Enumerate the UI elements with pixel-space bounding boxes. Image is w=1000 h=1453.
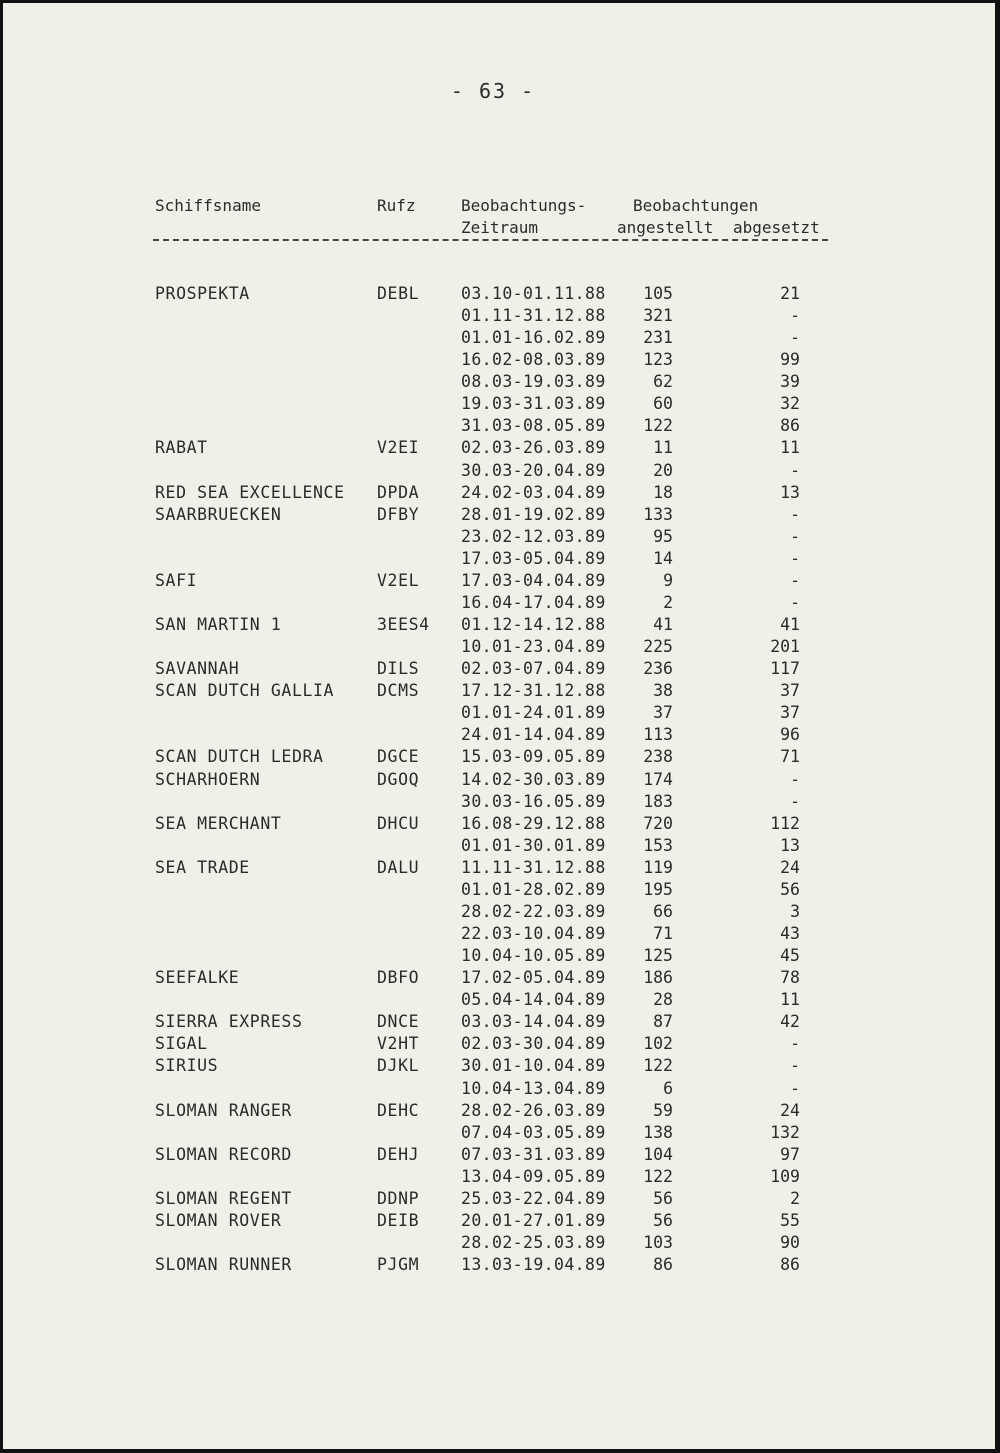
table-row <box>3 482 983 504</box>
observations-taken: 41 <box>653 615 673 635</box>
observations-taken: 28 <box>653 990 673 1010</box>
call-sign: DILS <box>377 659 420 679</box>
observations-sent: - <box>790 791 800 811</box>
observation-period: 07.04-03.05.89 <box>461 1122 606 1142</box>
observations-sent: 56 <box>780 879 800 899</box>
observations-taken: 2 <box>663 592 673 612</box>
observations-taken: 113 <box>643 725 673 745</box>
observations-taken: 95 <box>653 526 673 546</box>
ship-name: SAN MARTIN 1 <box>155 615 282 635</box>
observations-taken: 71 <box>653 924 673 944</box>
observation-period: 23.02-12.03.89 <box>461 526 606 546</box>
table-row <box>3 813 983 835</box>
observations-taken: 37 <box>653 703 673 723</box>
ship-name: SIRIUS <box>155 1056 219 1076</box>
call-sign: DEBL <box>377 284 420 303</box>
table-row <box>3 349 983 371</box>
ship-name: SLOMAN RANGER <box>155 1100 292 1120</box>
observation-period: 08.03-19.03.89 <box>461 372 606 392</box>
observations-taken: 103 <box>643 1233 673 1252</box>
call-sign: DCMS <box>377 681 420 701</box>
observations-sent: - <box>790 526 800 546</box>
observation-period: 15.03-09.05.89 <box>461 747 606 767</box>
observation-period: 24.02-03.04.89 <box>461 482 606 502</box>
observations-sent: 86 <box>780 416 800 436</box>
table-row <box>3 989 983 1011</box>
observations-taken: 122 <box>643 1166 673 1186</box>
observation-period: 01.01-24.01.89 <box>461 703 606 723</box>
table-row <box>3 460 983 482</box>
call-sign: DFBY <box>377 504 420 524</box>
table-row <box>3 1210 983 1232</box>
observations-sent: 42 <box>780 1012 800 1032</box>
table-row <box>3 791 983 813</box>
observations-sent: 37 <box>780 703 800 723</box>
observations-sent: 32 <box>780 394 800 414</box>
observation-period: 25.03-22.04.89 <box>461 1188 606 1208</box>
observations-sent: 11 <box>780 438 800 458</box>
ship-name: SIERRA EXPRESS <box>155 1012 303 1032</box>
observations-sent: - <box>790 306 800 326</box>
observations-sent: 86 <box>780 1255 800 1275</box>
header-taken: angestellt <box>617 218 714 237</box>
observation-period: 02.03-07.04.89 <box>461 659 606 679</box>
observations-sent: 96 <box>780 725 800 745</box>
observation-period: 01.01-16.02.89 <box>461 328 606 348</box>
header-divider <box>153 239 828 241</box>
observations-taken: 138 <box>643 1122 673 1142</box>
call-sign: V2HT <box>377 1034 420 1054</box>
observations-taken: 720 <box>643 813 673 833</box>
call-sign: DNCE <box>377 1012 420 1032</box>
table-row <box>3 283 983 305</box>
observation-period: 16.04-17.04.89 <box>461 592 606 612</box>
call-sign: DJKL <box>377 1056 420 1076</box>
table-row <box>3 923 983 945</box>
table-row <box>3 879 983 901</box>
table-row <box>3 1122 983 1144</box>
observations-sent: 43 <box>780 924 800 944</box>
observation-period: 01.12-14.12.88 <box>461 615 606 635</box>
call-sign: DDNP <box>377 1188 420 1208</box>
observation-period: 03.10-01.11.88 <box>461 284 606 303</box>
observations-sent: 11 <box>780 990 800 1010</box>
ship-name: RED SEA EXCELLENCE <box>155 482 345 502</box>
observations-sent: 24 <box>780 1100 800 1120</box>
observations-taken: 231 <box>643 328 673 348</box>
observations-taken: 236 <box>643 659 673 679</box>
table-row <box>3 526 983 548</box>
header-sent: abgesetzt <box>733 218 820 237</box>
observation-period: 03.03-14.04.89 <box>461 1012 606 1032</box>
observations-sent: 24 <box>780 857 800 877</box>
call-sign: DHCU <box>377 813 420 833</box>
observation-period: 28.02-22.03.89 <box>461 901 606 921</box>
call-sign: DEIB <box>377 1210 420 1230</box>
observations-sent: 55 <box>780 1210 800 1230</box>
call-sign: DALU <box>377 857 420 877</box>
observations-sent: - <box>790 460 800 480</box>
observations-taken: 62 <box>653 372 673 392</box>
table-row <box>3 305 983 327</box>
table-row <box>3 636 983 658</box>
observation-period: 28.02-26.03.89 <box>461 1100 606 1120</box>
ship-name: SEA TRADE <box>155 857 250 877</box>
observation-period: 13.03-19.04.89 <box>461 1255 606 1275</box>
table-row <box>3 1100 983 1122</box>
ship-name: SLOMAN RUNNER <box>155 1255 292 1275</box>
observation-period: 13.04-09.05.89 <box>461 1166 606 1186</box>
observation-period: 17.02-05.04.89 <box>461 968 606 988</box>
observations-taken: 105 <box>643 284 673 303</box>
observations-taken: 18 <box>653 482 673 502</box>
page-number: - 63 - <box>450 79 536 103</box>
observations-taken: 56 <box>653 1188 673 1208</box>
observations-taken: 174 <box>643 769 673 789</box>
header-ship-name: Schiffsname <box>155 196 261 215</box>
header-period-line2: Zeitraum <box>461 218 539 237</box>
header-period-line1: Beobachtungs- <box>461 196 587 215</box>
table-row <box>3 570 983 592</box>
observations-sent: - <box>790 548 800 568</box>
document-page <box>3 3 995 1449</box>
observation-period: 14.02-30.03.89 <box>461 769 606 789</box>
ship-name: SEEFALKE <box>155 968 240 988</box>
table-row <box>3 967 983 989</box>
observations-taken: 20 <box>653 460 673 480</box>
observations-taken: 86 <box>653 1255 673 1275</box>
observation-period: 22.03-10.04.89 <box>461 924 606 944</box>
observation-period: 01.11-31.12.88 <box>461 306 606 326</box>
observations-taken: 14 <box>653 548 673 568</box>
ship-name: SLOMAN ROVER <box>155 1210 282 1230</box>
ship-name: SCAN DUTCH LEDRA <box>155 747 324 767</box>
observations-taken: 119 <box>643 857 673 877</box>
observations-taken: 87 <box>653 1012 673 1032</box>
observations-sent: 2 <box>790 1188 800 1208</box>
observations-sent: 117 <box>770 659 800 679</box>
table-row <box>3 548 983 570</box>
observations-sent: 13 <box>780 835 800 855</box>
observation-period: 16.08-29.12.88 <box>461 813 606 833</box>
table-row <box>3 769 983 791</box>
observations-sent: 45 <box>780 946 800 966</box>
ship-name: SLOMAN RECORD <box>155 1144 292 1164</box>
observations-sent: 90 <box>780 1233 800 1252</box>
observation-period: 11.11-31.12.88 <box>461 857 606 877</box>
observation-period: 10.01-23.04.89 <box>461 637 606 657</box>
ship-name: SAARBRUECKEN <box>155 504 282 524</box>
observations-sent: 99 <box>780 350 800 370</box>
observation-period: 05.04-14.04.89 <box>461 990 606 1010</box>
observations-sent: - <box>790 1078 800 1098</box>
table-row <box>3 724 983 746</box>
header-call-sign: Rufz <box>377 196 416 215</box>
observation-period: 10.04-10.05.89 <box>461 946 606 966</box>
observations-taken: 122 <box>643 416 673 436</box>
table-row <box>3 1188 983 1210</box>
table-row <box>3 680 983 702</box>
observations-taken: 104 <box>643 1144 673 1164</box>
observation-period: 16.02-08.03.89 <box>461 350 606 370</box>
observations-taken: 321 <box>643 306 673 326</box>
observations-taken: 60 <box>653 394 673 414</box>
observations-sent: 21 <box>780 284 800 303</box>
observations-sent: - <box>790 1034 800 1054</box>
ship-name: SLOMAN REGENT <box>155 1188 292 1208</box>
observations-taken: 102 <box>643 1034 673 1054</box>
observations-sent: - <box>790 592 800 612</box>
observations-sent: 39 <box>780 372 800 392</box>
call-sign: DBFO <box>377 968 420 988</box>
observation-period: 02.03-26.03.89 <box>461 438 606 458</box>
observation-period: 28.01-19.02.89 <box>461 504 606 524</box>
observations-sent: 132 <box>770 1122 800 1142</box>
ship-name: PROSPEKTA <box>155 284 250 303</box>
table-row <box>3 327 983 349</box>
call-sign: DGCE <box>377 747 420 767</box>
ship-name: SCHARHOERN <box>155 769 261 789</box>
observations-sent: 201 <box>770 637 800 657</box>
observations-sent: 78 <box>780 968 800 988</box>
observations-sent: 112 <box>770 813 800 833</box>
observations-taken: 11 <box>653 438 673 458</box>
observations-taken: 225 <box>643 637 673 657</box>
observation-period: 24.01-14.04.89 <box>461 725 606 745</box>
observation-period: 17.03-04.04.89 <box>461 570 606 590</box>
table-row <box>3 1166 983 1188</box>
observation-period: 19.03-31.03.89 <box>461 394 606 414</box>
observation-period: 30.03-20.04.89 <box>461 460 606 480</box>
table-row <box>3 746 983 768</box>
observation-period: 01.01-28.02.89 <box>461 879 606 899</box>
observation-period: 01.01-30.01.89 <box>461 835 606 855</box>
call-sign: V2EL <box>377 570 420 590</box>
observation-period: 28.02-25.03.89 <box>461 1233 606 1252</box>
observations-taken: 123 <box>643 350 673 370</box>
call-sign: DPDA <box>377 482 420 502</box>
table-row <box>3 437 983 459</box>
observations-sent: - <box>790 1056 800 1076</box>
observations-taken: 195 <box>643 879 673 899</box>
ship-name: SAFI <box>155 570 198 590</box>
observations-sent: 13 <box>780 482 800 502</box>
observation-period: 30.03-16.05.89 <box>461 791 606 811</box>
observations-taken: 59 <box>653 1100 673 1120</box>
observations-taken: 183 <box>643 791 673 811</box>
table-row <box>3 702 983 724</box>
observations-sent: - <box>790 570 800 590</box>
call-sign: 3EES4 <box>377 615 430 635</box>
ship-name: SIGAL <box>155 1034 208 1054</box>
observations-taken: 9 <box>663 570 673 590</box>
ship-name: SAVANNAH <box>155 659 240 679</box>
table-row <box>3 658 983 680</box>
observation-period: 30.01-10.04.89 <box>461 1056 606 1076</box>
table-row <box>3 1011 983 1033</box>
observations-sent: 109 <box>770 1166 800 1186</box>
observations-taken: 56 <box>653 1210 673 1230</box>
observation-period: 17.03-05.04.89 <box>461 548 606 568</box>
table-row <box>3 592 983 614</box>
observations-sent: - <box>790 328 800 348</box>
observations-taken: 6 <box>663 1078 673 1098</box>
table-row <box>3 1055 983 1077</box>
observations-sent: 97 <box>780 1144 800 1164</box>
observations-sent: 71 <box>780 747 800 767</box>
observations-taken: 66 <box>653 901 673 921</box>
table-row <box>3 614 983 636</box>
observations-taken: 186 <box>643 968 673 988</box>
call-sign: V2EI <box>377 438 420 458</box>
table-row <box>3 1078 983 1100</box>
observations-taken: 133 <box>643 504 673 524</box>
observation-period: 20.01-27.01.89 <box>461 1210 606 1230</box>
observations-taken: 125 <box>643 946 673 966</box>
table-row <box>3 415 983 437</box>
ship-name: RABAT <box>155 438 208 458</box>
observations-taken: 38 <box>653 681 673 701</box>
table-row <box>3 1254 983 1276</box>
observation-period: 10.04-13.04.89 <box>461 1078 606 1098</box>
table-row <box>3 393 983 415</box>
observations-sent: 3 <box>790 901 800 921</box>
observations-taken: 153 <box>643 835 673 855</box>
observations-sent: - <box>790 504 800 524</box>
call-sign: DEHC <box>377 1100 420 1120</box>
table-row <box>3 1232 983 1254</box>
observation-period: 17.12-31.12.88 <box>461 681 606 701</box>
observation-period: 31.03-08.05.89 <box>461 416 606 436</box>
observation-period: 07.03-31.03.89 <box>461 1144 606 1164</box>
table-row <box>3 857 983 879</box>
ship-name: SCAN DUTCH GALLIA <box>155 681 335 701</box>
table-row <box>3 1144 983 1166</box>
table-row <box>3 1033 983 1055</box>
observation-period: 02.03-30.04.89 <box>461 1034 606 1054</box>
table-row <box>3 504 983 526</box>
call-sign: DEHJ <box>377 1144 420 1164</box>
observations-sent: - <box>790 769 800 789</box>
table-row <box>3 901 983 923</box>
observations-taken: 238 <box>643 747 673 767</box>
observations-taken: 122 <box>643 1056 673 1076</box>
table-row <box>3 371 983 393</box>
ship-name: SEA MERCHANT <box>155 813 282 833</box>
call-sign: PJGM <box>377 1255 420 1275</box>
observations-sent: 41 <box>780 615 800 635</box>
table-row <box>3 945 983 967</box>
call-sign: DGOQ <box>377 769 420 789</box>
header-observations: Beobachtungen <box>633 196 759 215</box>
table-row <box>3 835 983 857</box>
observations-sent: 37 <box>780 681 800 701</box>
